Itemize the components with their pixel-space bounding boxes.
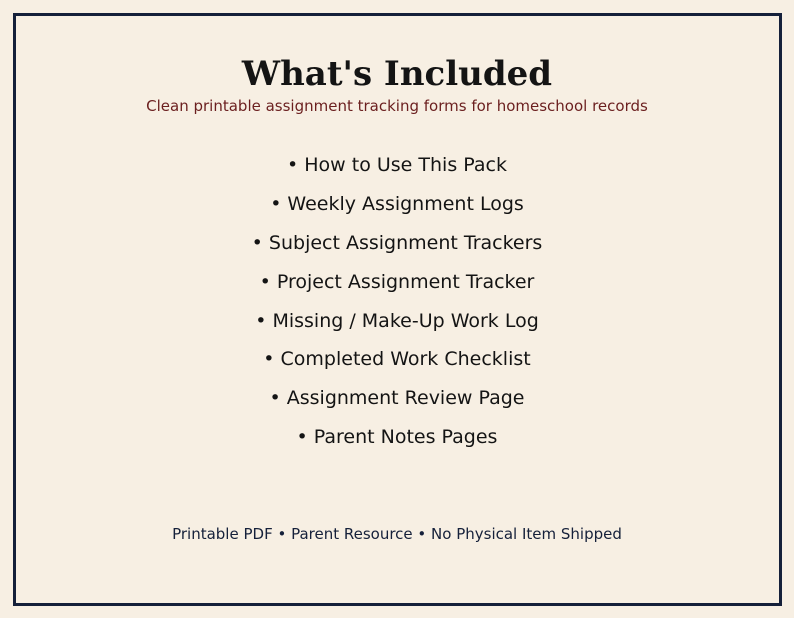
page-title: What's Included (241, 54, 553, 94)
included-items-list (0, 151, 794, 462)
list-item: • Weekly Assignment Logs (270, 192, 524, 215)
list-item: • Completed Work Checklist (263, 348, 531, 371)
footer-note: Printable PDF • Parent Resource • No Physical Item Shipped (172, 525, 622, 543)
list-item: • Subject Assignment Trackers (251, 231, 543, 254)
page-subtitle: Clean printable assignment tracking forms for homeschool records (146, 97, 648, 115)
list-item: • Project Assignment Tracker (259, 270, 535, 293)
list-item: • Assignment Review Page (269, 387, 525, 410)
list-item: • How to Use This Pack (287, 154, 507, 176)
list-item: • Missing / Make-Up Work Log (255, 309, 539, 332)
list-item: • Parent Notes Pages (296, 426, 498, 449)
